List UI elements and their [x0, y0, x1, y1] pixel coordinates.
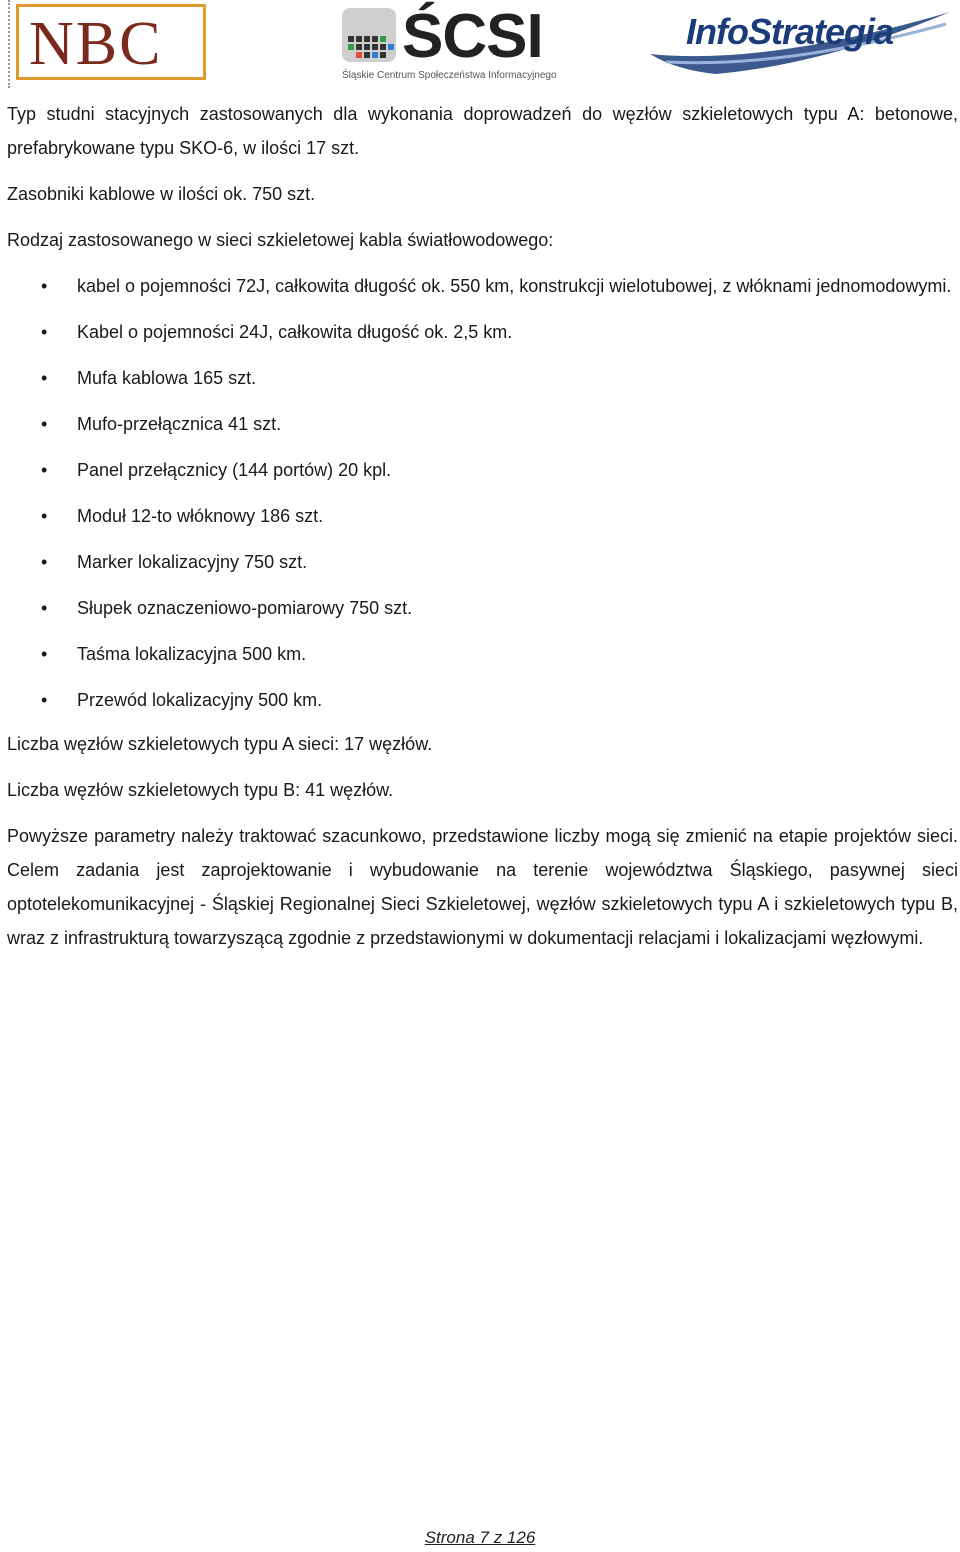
infostrategia-logo [646, 4, 954, 84]
list-item-text: kabel o pojemności 72J, całkowita długość ok. 550 km, konstrukcji wielotubowej, z włóknami jednomodowymi. [77, 276, 952, 296]
page-number: Strona 7 z 126 [424, 1528, 536, 1547]
list-item [7, 499, 958, 533]
list-item-text: Mufa kablowa 165 szt. [77, 368, 257, 388]
bullet-icon: • [41, 598, 48, 618]
bullet-icon: • [41, 690, 48, 710]
list-item-text: Moduł 12-to włóknowy 186 szt. [77, 506, 324, 526]
paragraph-cable-type: Rodzaj zastosowanego w sieci szkieletowej kabla światłowodowego: [7, 230, 554, 250]
list-item [7, 269, 958, 303]
paragraph-cable-storage: Zasobniki kablowe w ilości ok. 750 szt. [7, 184, 316, 204]
page-footer [0, 1528, 960, 1548]
bullet-icon: • [41, 506, 48, 526]
list-item-text: Słupek oznaczeniowo-pomiarowy 750 szt. [77, 598, 413, 618]
bullet-icon: • [41, 368, 48, 388]
list-item-text: Panel przełącznicy (144 portów) 20 kpl. [77, 460, 392, 480]
list-item [7, 637, 958, 671]
list-item [7, 361, 958, 395]
list-item-text: Przewód lokalizacyjny 500 km. [77, 690, 323, 710]
bullet-icon: • [41, 552, 48, 572]
paragraph-station-wells: Typ studni stacyjnych zastosowanych dla wykonania doprowadzeń do węzłów szkieletowych typu A: betonowe, prefabrykowane typu SKO-6, w ilości 17 szt. [7, 104, 958, 158]
bullet-icon: • [41, 276, 48, 296]
list-item [7, 407, 958, 441]
list-item-text: Mufo-przełącznica 41 szt. [77, 414, 282, 434]
scsi-logo-subtitle: Śląskie Centrum Społeczeństwa Informacyjnego [342, 70, 557, 81]
list-item [7, 683, 958, 717]
paragraph-nodes-type-a: Liczba węzłów szkieletowych typu A sieci: 17 węzłów. [7, 734, 433, 754]
paragraph-nodes-type-b: Liczba węzłów szkieletowych typu B: 41 węzłów. [7, 780, 394, 800]
scsi-logo-text: ŚCSI [402, 2, 543, 71]
document-body [7, 97, 958, 955]
scsi-logo [340, 4, 580, 86]
list-item [7, 315, 958, 349]
bullet-icon: • [41, 322, 48, 342]
bullet-icon: • [41, 414, 48, 434]
scsi-dots-icon [340, 6, 400, 66]
infostrategia-logo-text: InfoStrategia [686, 11, 894, 52]
list-item [7, 453, 958, 487]
margin-dotted-line [8, 0, 10, 88]
bullet-icon: • [41, 644, 48, 664]
nbc-logo [16, 4, 206, 80]
equipment-list [7, 269, 958, 717]
list-item-text: Marker lokalizacyjny 750 szt. [77, 552, 308, 572]
bullet-icon: • [41, 460, 48, 480]
list-item-text: Kabel o pojemności 24J, całkowita długość ok. 2,5 km. [77, 322, 513, 342]
page-header [0, 0, 960, 92]
nbc-logo-text: NBC [29, 10, 163, 78]
list-item [7, 591, 958, 625]
list-item-text: Taśma lokalizacyjna 500 km. [77, 644, 307, 664]
paragraph-summary: Powyższe parametry należy traktować szacunkowo, przedstawione liczby mogą się zmienić na etapie projektów sieci. Celem zadania jest zaprojektowanie i wybudowanie na terenie województwa Śląskiego, pasywnej sieci optotelekomunikacyjnej - Śląskiej Regionalnej Sieci Szkieletowej, węzłów szkieletowych typu A i szkieletowych typu B, wraz z infrastrukturą towarzyszącą zgodnie z przedstawionymi w dokumentacji relacjami i lokalizacjami węzłowymi. [7, 826, 958, 948]
list-item [7, 545, 958, 579]
